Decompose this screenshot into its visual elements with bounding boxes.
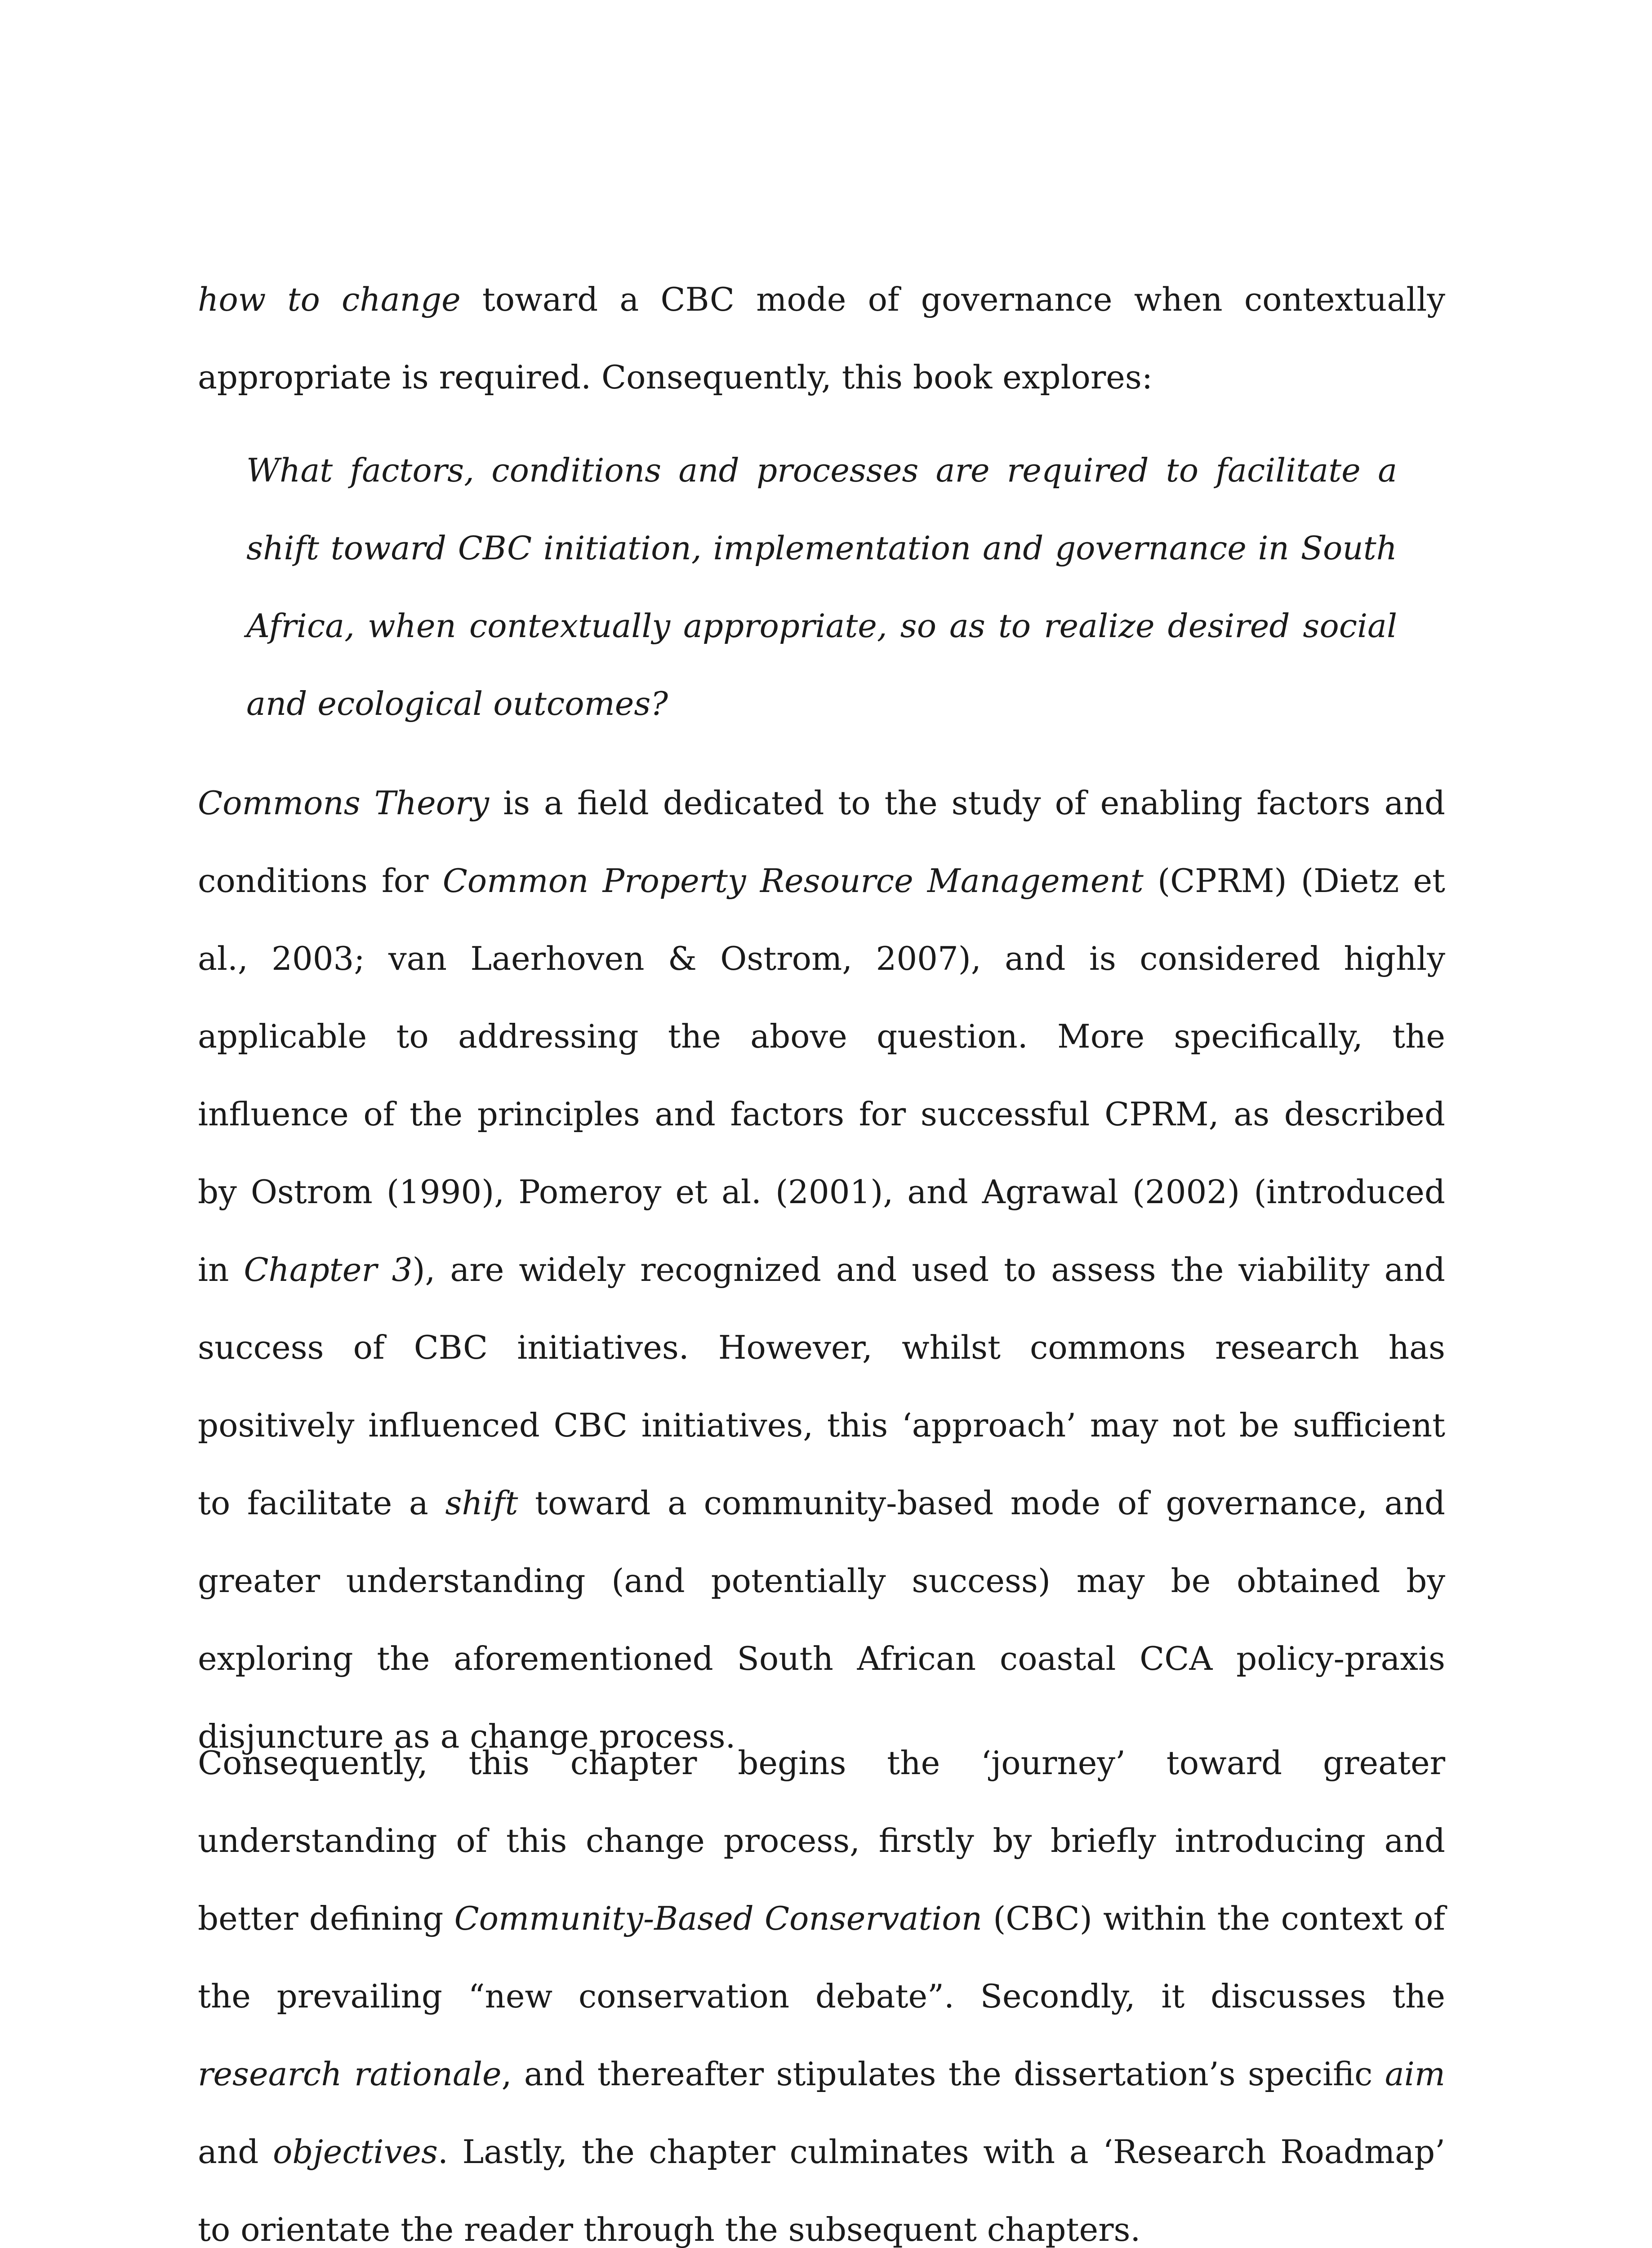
body-text: ), are widely recognized and used to assess the viability and success of CBC initiatives. However, whilst commons research has positively influenced CBC initiatives, this ‘approach’ may not be sufficient to facilitate a [198,1251,1446,1522]
emphasis-text: Community-Based Conservation [454,1900,983,1937]
emphasis-text: objectives [273,2133,438,2171]
body-text: (CBC) within the context of the prevailing “new conservation debate”. Secondly, it discusses the [198,1900,1445,2015]
paragraph-commons-theory [198,764,1445,1775]
emphasis-text: how to change [198,281,461,318]
emphasis-text: shift [445,1484,518,1522]
emphasis-text: Commons Theory [198,784,490,822]
emphasis-text: Common Property Resource Management [442,862,1144,900]
body-text: , and thereafter stipulates the dissertation’s specific [501,2055,1385,2093]
body-text: . Lastly, the chapter culminates with a ‘Research Roadmap’ to orientate the reader through the subsequent chapters. [198,2133,1446,2248]
research-question: What factors, conditions and processes are required to facilitate a shift toward CBC initiation, implementation and governance in South Africa, when contextually appropriate, so as to realize desired social and ecological outcomes? [246,451,1397,723]
body-text: is a field dedicated to the study of enabling factors and conditions for [198,784,1446,900]
emphasis-text: research rationale [198,2055,502,2093]
body-text: Consequently, this chapter begins the ‘journey’ toward greater understanding of this change process, firstly by briefly introducing and better defining [198,1744,1445,1937]
body-text: (CPRM) (Dietz et al., 2003; van Laerhoven & Ostrom, 2007), and is considered highly applicable to addressing the above question. More specifically, the influence of the principles and factors for successful CPRM, as described by Ostrom (1990), Pomeroy et al. (2001), and Agrawal (2002) (introduced in [198,862,1445,1289]
emphasis-text: aim [1385,2055,1445,2093]
body-text: toward a community-based mode of governance, and greater understanding (and potentially success) may be obtained by exploring the aforementioned South African coastal CCA policy-praxis disjuncture as a change process. [198,1484,1446,1755]
paragraph-intro [198,261,1445,416]
body-text: and [198,2133,273,2171]
emphasis-text: Chapter 3 [244,1251,413,1289]
paragraph-chapter-overview [198,1724,1445,2248]
research-question-block [246,432,1397,743]
body-text: toward a CBC mode of governance when contextually appropriate is required. Consequently, this book explores: [198,281,1446,396]
